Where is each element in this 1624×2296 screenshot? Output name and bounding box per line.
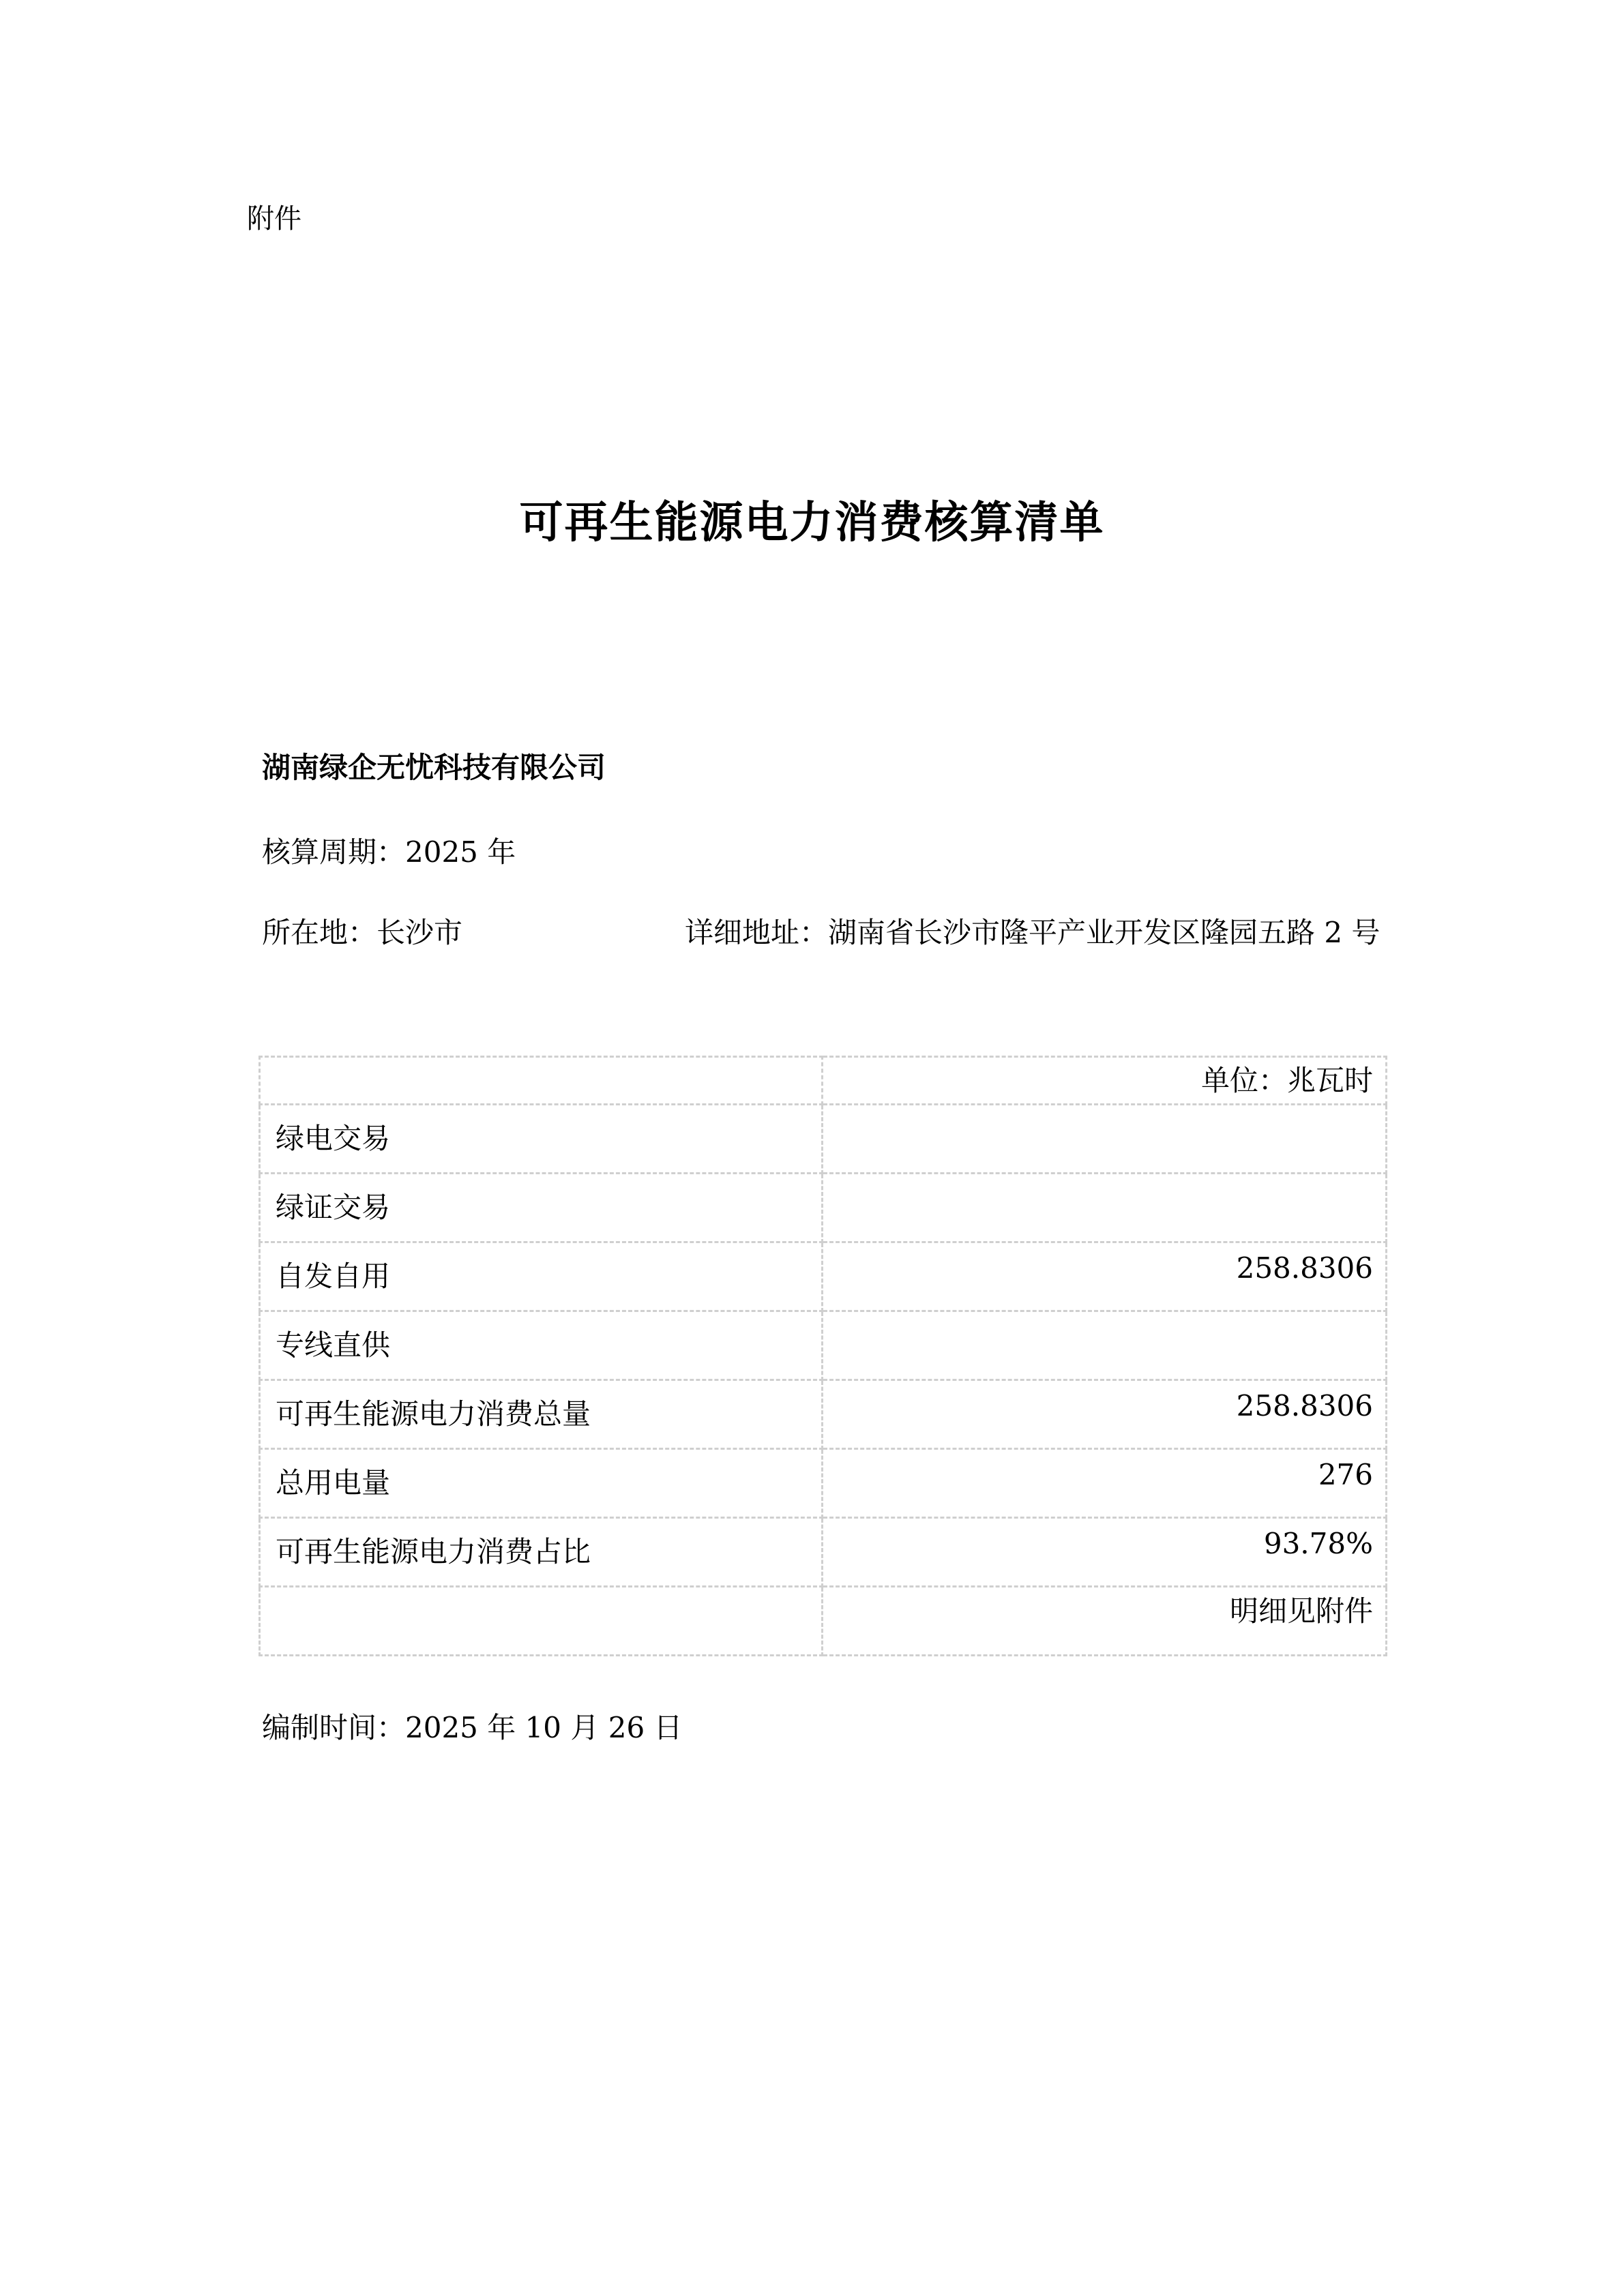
row-value: 93.78% [823,1518,1387,1587]
table-header-row [260,1057,1387,1105]
table-row-green-power-trading [260,1105,1387,1174]
row-value: 258.8306 [823,1242,1387,1311]
table-row-total-consumption [260,1449,1387,1518]
row-label [260,1587,823,1656]
table-row-note [260,1587,1387,1656]
row-label: 绿电交易 [260,1105,823,1174]
row-label: 专线直供 [260,1311,823,1380]
row-label: 可再生能源电力消费占比 [260,1518,823,1587]
attachment-label: 附件 [247,203,301,235]
row-value: 276 [823,1449,1387,1518]
location: 所在地：长沙市 [262,916,463,949]
row-value [823,1174,1387,1242]
row-label: 总用电量 [260,1449,823,1518]
row-value [823,1105,1387,1174]
document-title: 可再生能源电力消费核算清单 [519,497,1105,548]
detailed-address: 详细地址：湖南省长沙市隆平产业开发区隆园五路 2 号 [685,916,1381,949]
unit-label: 单位：兆瓦时 [823,1057,1387,1105]
table-row-dedicated-line-supply [260,1311,1387,1380]
row-label: 自发自用 [260,1242,823,1311]
table-row-renewable-total [260,1380,1387,1449]
table-row-renewable-share [260,1518,1387,1587]
renewable-consumption-table [259,1056,1387,1656]
company-name: 湖南绿企无忧科技有限公司 [262,751,606,784]
header-label-cell [260,1057,823,1105]
row-label: 可再生能源电力消费总量 [260,1380,823,1449]
row-value [823,1311,1387,1380]
table-row-self-generation [260,1242,1387,1311]
table-row-green-certificate-trading [260,1174,1387,1242]
row-value: 258.8306 [823,1380,1387,1449]
compiled-date: 编制时间：2025 年 10 月 26 日 [262,1711,683,1744]
details-note: 明细见附件 [823,1587,1387,1656]
row-label: 绿证交易 [260,1174,823,1242]
accounting-period: 核算周期：2025 年 [262,835,516,869]
